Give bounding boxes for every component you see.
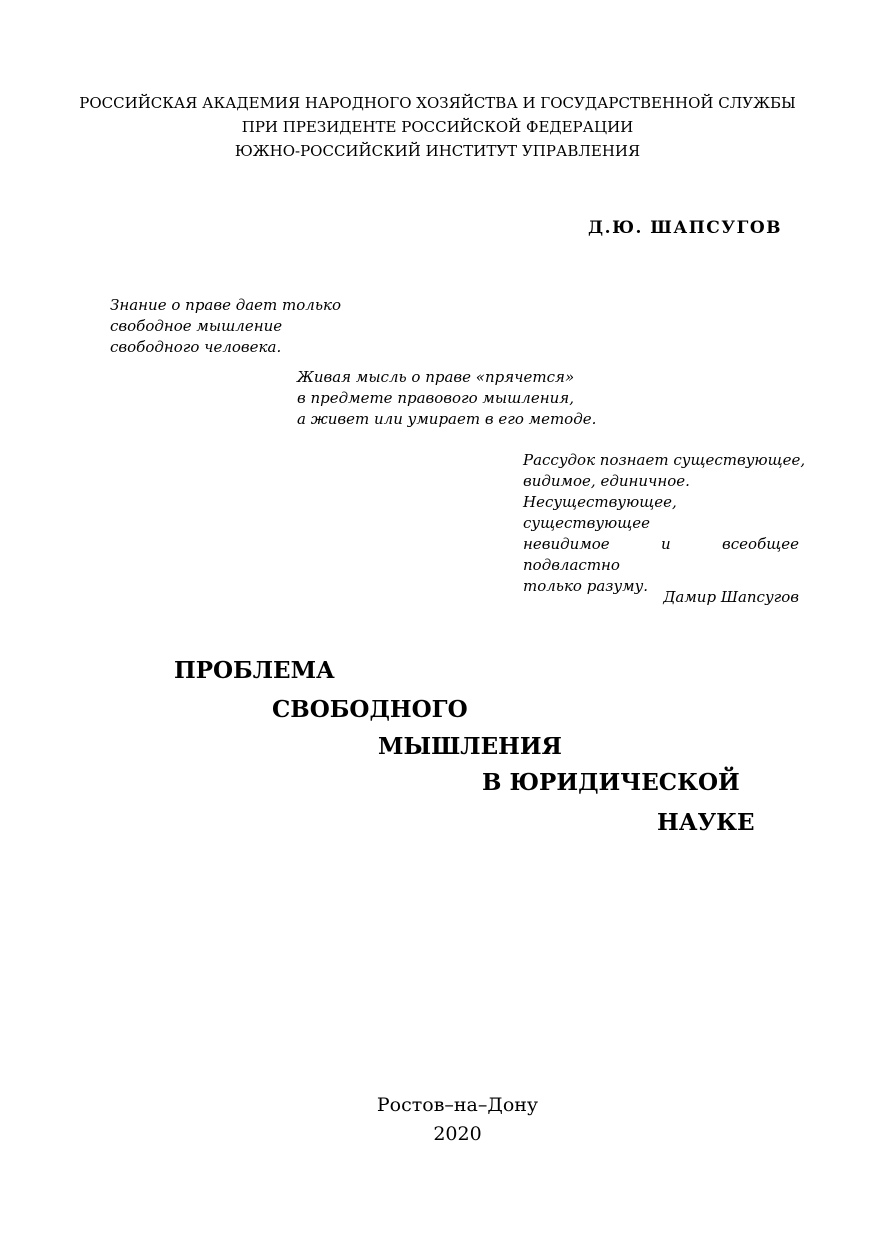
book-title-line-4: В ЮРИДИЧЕСКОЙ bbox=[482, 769, 740, 796]
author-name: Д.Ю. ШАПСУГОВ bbox=[588, 218, 782, 238]
epigraph-first-line-2: свободное мышление bbox=[110, 317, 283, 335]
book-title-line-3: МЫШЛЕНИЯ bbox=[378, 733, 562, 760]
epigraph-third-line-5: только разуму. bbox=[523, 577, 649, 595]
institution-line-1: РОССИЙСКАЯ АКАДЕМИЯ НАРОДНОГО ХОЗЯЙСТВА И ГОСУДАРСТВЕННОЙ СЛУЖБЫ bbox=[79, 94, 796, 112]
epigraph-first-line-3: свободного человека. bbox=[110, 338, 282, 356]
epigraph-first bbox=[110, 295, 341, 358]
book-title-line-2: СВОБОДНОГО bbox=[272, 696, 468, 723]
epigraph-third-line-4: невидимое и всеобщее подвластно bbox=[523, 535, 799, 574]
book-title-line-5: НАУКЕ bbox=[657, 809, 755, 836]
epigraph-third-line-2: видимое, единичное. bbox=[523, 472, 690, 490]
publication-year: 2020 bbox=[433, 1123, 482, 1145]
epigraph-third-line-3: Несуществующее, существующее bbox=[523, 493, 677, 532]
epigraph-third bbox=[523, 450, 806, 597]
epigraph-second-line-3: а живет или умирает в его методе. bbox=[297, 410, 597, 428]
epigraph-third-line-1: Рассудок познает существующее, bbox=[523, 451, 806, 469]
epigraph-signature: Дамир Шапсугов bbox=[663, 588, 799, 606]
institution-line-3: ЮЖНО-РОССИЙСКИЙ ИНСТИТУТ УПРАВЛЕНИЯ bbox=[234, 142, 641, 160]
institution-header bbox=[0, 91, 875, 163]
book-title-line-1: ПРОБЛЕМА bbox=[174, 657, 335, 684]
publication-city: Ростов–на–Дону bbox=[376, 1094, 539, 1116]
epigraph-second bbox=[297, 367, 596, 430]
institution-line-2: ПРИ ПРЕЗИДЕНТЕ РОССИЙСКОЙ ФЕДЕРАЦИИ bbox=[241, 118, 634, 136]
epigraph-second-line-2: в предмете правового мышления, bbox=[297, 389, 574, 407]
epigraph-second-line-1: Живая мысль о праве «прячется» bbox=[297, 368, 575, 386]
epigraph-first-line-1: Знание о праве дает только bbox=[110, 296, 342, 314]
